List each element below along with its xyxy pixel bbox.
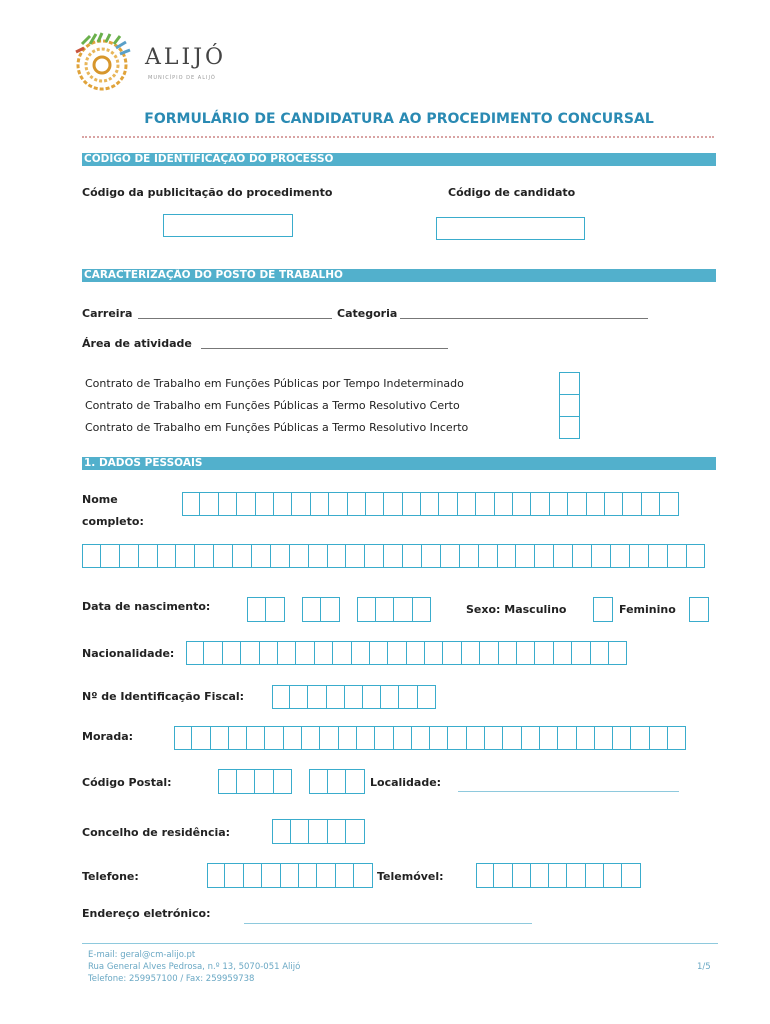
character-cell[interactable] — [467, 726, 485, 750]
character-cell[interactable] — [328, 769, 347, 794]
candidate-code-label: Código de candidato — [448, 186, 576, 199]
character-cell[interactable] — [503, 726, 521, 750]
character-cell[interactable] — [384, 492, 402, 516]
character-cell[interactable] — [623, 492, 641, 516]
character-cell[interactable] — [517, 641, 535, 665]
character-cell[interactable] — [587, 492, 605, 516]
character-cell[interactable] — [388, 641, 406, 665]
logo-name: ALIJÓ — [145, 45, 227, 70]
character-cell[interactable] — [622, 863, 640, 888]
character-cell[interactable] — [176, 544, 195, 568]
character-cell[interactable] — [302, 726, 320, 750]
tax-id-cells[interactable] — [272, 685, 436, 709]
character-cell[interactable] — [182, 492, 200, 516]
form-title: FORMULÁRIO DE CANDIDATURA AO PROCEDIMENTO CONCURSAL — [144, 111, 654, 127]
character-cell[interactable] — [476, 863, 494, 888]
phone-label: Telefone: — [82, 870, 139, 883]
publication-code-label: Código da publicitação do procedimento — [82, 186, 333, 199]
locality-input-line[interactable] — [458, 791, 679, 792]
character-cell[interactable] — [613, 726, 631, 750]
tax-id-label: Nº de Identificação Fiscal: — [82, 690, 245, 703]
character-cell[interactable] — [354, 863, 372, 888]
character-cell[interactable] — [265, 726, 283, 750]
character-cell[interactable] — [233, 544, 252, 568]
character-cell[interactable] — [550, 492, 568, 516]
character-cell[interactable] — [309, 819, 328, 844]
character-cell[interactable] — [237, 492, 255, 516]
character-cell[interactable] — [403, 492, 421, 516]
sex-female-checkbox[interactable] — [689, 597, 709, 622]
character-cell[interactable] — [592, 544, 611, 568]
character-cell[interactable] — [229, 726, 247, 750]
character-cell[interactable] — [413, 597, 432, 622]
email-label: Endereço eletrónico: — [82, 907, 211, 920]
full-name-cells-row1[interactable] — [182, 492, 679, 516]
character-cell[interactable] — [309, 544, 328, 568]
character-cell[interactable] — [299, 863, 317, 888]
character-cell[interactable] — [642, 492, 660, 516]
character-cell[interactable] — [366, 492, 384, 516]
character-cell[interactable] — [101, 544, 120, 568]
character-cell[interactable] — [281, 863, 299, 888]
character-cell[interactable] — [458, 492, 476, 516]
character-cell[interactable] — [244, 863, 262, 888]
character-cell[interactable] — [439, 492, 457, 516]
character-cell[interactable] — [320, 726, 338, 750]
character-cell[interactable] — [430, 726, 448, 750]
character-cell[interactable] — [516, 544, 535, 568]
section-heading-personal: 1. DADOS PESSOAIS — [82, 457, 716, 470]
character-cell[interactable] — [290, 685, 308, 709]
address-label: Morada: — [82, 730, 134, 743]
contract-option-label: Contrato de Trabalho em Funções Públicas a Termo Resolutivo Incerto — [85, 421, 469, 434]
character-cell[interactable] — [567, 863, 585, 888]
character-cell[interactable] — [247, 726, 265, 750]
character-cell[interactable] — [339, 726, 357, 750]
character-cell[interactable] — [272, 819, 291, 844]
sex-male-label: Sexo: Masculino — [466, 603, 567, 616]
mobile-label: Telemóvel: — [377, 870, 444, 883]
character-cell[interactable] — [399, 685, 417, 709]
character-cell[interactable] — [207, 863, 225, 888]
character-cell[interactable] — [296, 641, 314, 665]
character-cell[interactable] — [422, 544, 441, 568]
character-cell[interactable] — [272, 685, 290, 709]
character-cell[interactable] — [649, 544, 668, 568]
contract-indeterminate-checkbox[interactable] — [559, 372, 580, 395]
character-cell[interactable] — [499, 641, 517, 665]
footer-email: E-mail: geral@cm-alijo.pt — [88, 950, 196, 960]
character-cell[interactable] — [568, 492, 586, 516]
character-cell[interactable] — [328, 819, 347, 844]
character-cell[interactable] — [186, 641, 204, 665]
character-cell[interactable] — [266, 597, 285, 622]
character-cell[interactable] — [485, 726, 503, 750]
character-cell[interactable] — [460, 544, 479, 568]
character-cell[interactable] — [252, 544, 271, 568]
full-name-label: Nome — [82, 493, 118, 506]
character-cell[interactable] — [219, 492, 237, 516]
character-cell[interactable] — [443, 641, 461, 665]
character-cell[interactable] — [241, 641, 259, 665]
character-cell[interactable] — [309, 769, 328, 794]
character-cell[interactable] — [549, 863, 567, 888]
career-input-line[interactable] — [138, 318, 332, 319]
activity-area-input-line[interactable] — [201, 348, 448, 349]
birth-day-cells[interactable] — [247, 597, 285, 622]
character-cell[interactable] — [498, 544, 517, 568]
character-cell[interactable] — [336, 863, 354, 888]
character-cell[interactable] — [329, 492, 347, 516]
character-cell[interactable] — [513, 492, 531, 516]
character-cell[interactable] — [375, 726, 393, 750]
locality-label: Localidade: — [370, 776, 442, 789]
logo-emblem-icon — [72, 32, 142, 92]
character-cell[interactable] — [321, 597, 340, 622]
postal-code-label: Código Postal: — [82, 776, 172, 789]
character-cell[interactable] — [291, 819, 310, 844]
character-cell[interactable] — [357, 597, 376, 622]
character-cell[interactable] — [531, 863, 549, 888]
character-cell[interactable] — [448, 726, 466, 750]
character-cell[interactable] — [412, 726, 430, 750]
birth-month-cells[interactable] — [302, 597, 340, 622]
character-cell[interactable] — [290, 544, 309, 568]
nationality-cells[interactable] — [186, 641, 627, 665]
character-cell[interactable] — [407, 641, 425, 665]
nationality-label: Nacionalidade: — [82, 647, 175, 660]
email-input-line[interactable] — [244, 923, 532, 924]
character-cell[interactable] — [480, 641, 498, 665]
contract-uncertain-term-checkbox[interactable] — [559, 416, 580, 439]
character-cell[interactable] — [586, 863, 604, 888]
character-cell[interactable] — [315, 641, 333, 665]
section-heading-post: CARACTERIZAÇÃO DO POSTO DE TRABALHO — [82, 269, 716, 282]
character-cell[interactable] — [262, 863, 280, 888]
character-cell[interactable] — [591, 641, 609, 665]
career-label: Carreira — [82, 307, 133, 320]
character-cell[interactable] — [513, 863, 531, 888]
category-label: Categoria — [337, 307, 398, 320]
character-cell[interactable] — [311, 492, 329, 516]
character-cell[interactable] — [218, 769, 237, 794]
character-cell[interactable] — [348, 492, 366, 516]
character-cell[interactable] — [418, 685, 436, 709]
character-cell[interactable] — [394, 726, 412, 750]
character-cell[interactable] — [363, 685, 381, 709]
character-cell[interactable] — [352, 641, 370, 665]
character-cell[interactable] — [494, 863, 512, 888]
character-cell[interactable] — [522, 726, 540, 750]
contract-option-label: Contrato de Trabalho em Funções Públicas a Termo Resolutivo Certo — [85, 399, 460, 412]
character-cell[interactable] — [609, 641, 627, 665]
character-cell[interactable] — [573, 544, 592, 568]
character-cell[interactable] — [605, 492, 623, 516]
character-cell[interactable] — [630, 544, 649, 568]
character-cell[interactable] — [274, 769, 293, 794]
character-cell[interactable] — [192, 726, 210, 750]
character-cell[interactable] — [370, 641, 388, 665]
character-cell[interactable] — [174, 726, 192, 750]
character-cell[interactable] — [274, 492, 292, 516]
contract-option-label: Contrato de Trabalho em Funções Públicas por Tempo Indeterminado — [85, 377, 464, 390]
character-cell[interactable] — [120, 544, 139, 568]
activity-area-label: Área de atividade — [82, 337, 192, 350]
character-cell[interactable] — [403, 544, 422, 568]
character-cell[interactable] — [284, 726, 302, 750]
character-cell[interactable] — [327, 685, 345, 709]
character-cell[interactable] — [660, 492, 678, 516]
character-cell[interactable] — [139, 544, 158, 568]
character-cell[interactable] — [260, 641, 278, 665]
birth-year-cells[interactable] — [357, 597, 431, 622]
character-cell[interactable] — [328, 544, 347, 568]
character-cell[interactable] — [308, 685, 326, 709]
character-cell[interactable] — [650, 726, 668, 750]
character-cell[interactable] — [365, 544, 384, 568]
character-cell[interactable] — [346, 769, 365, 794]
character-cell[interactable] — [441, 544, 460, 568]
character-cell[interactable] — [394, 597, 413, 622]
character-cell[interactable] — [200, 492, 218, 516]
logo-subtitle: MUNICÍPIO DE ALIJÓ — [148, 75, 216, 81]
phone-cells[interactable] — [207, 863, 373, 888]
character-cell[interactable] — [195, 544, 214, 568]
municipality-cells[interactable] — [272, 819, 365, 844]
section-heading-process: CÓDIGO DE IDENTIFICAÇÃO DO PROCESSO — [82, 153, 716, 166]
character-cell[interactable] — [384, 544, 403, 568]
character-cell[interactable] — [292, 492, 310, 516]
character-cell[interactable] — [572, 641, 590, 665]
character-cell[interactable] — [247, 597, 266, 622]
character-cell[interactable] — [462, 641, 480, 665]
character-cell[interactable] — [211, 726, 229, 750]
character-cell[interactable] — [554, 641, 572, 665]
sex-female-label: Feminino — [619, 603, 676, 616]
candidate-code-input[interactable] — [436, 217, 585, 240]
address-cells[interactable] — [174, 726, 686, 750]
footer-phone: Telefone: 259957100 / Fax: 259959738 — [88, 974, 255, 984]
character-cell[interactable] — [256, 492, 274, 516]
contract-certain-term-checkbox[interactable] — [559, 394, 580, 417]
footer-address: Rua General Alves Pedrosa, n.º 13, 5070-051 Alijó — [88, 962, 301, 972]
character-cell[interactable] — [595, 726, 613, 750]
character-cell[interactable] — [421, 492, 439, 516]
character-cell[interactable] — [82, 544, 101, 568]
character-cell[interactable] — [668, 544, 687, 568]
character-cell[interactable] — [531, 492, 549, 516]
category-input-line[interactable] — [400, 318, 648, 319]
municipality-label: Concelho de residência: — [82, 826, 231, 839]
birth-date-label: Data de nascimento: — [82, 600, 211, 613]
mobile-cells[interactable] — [476, 863, 641, 888]
character-cell[interactable] — [381, 685, 399, 709]
character-cell[interactable] — [158, 544, 177, 568]
postal-code-suffix-cells[interactable] — [309, 769, 365, 794]
character-cell[interactable] — [376, 597, 395, 622]
character-cell[interactable] — [214, 544, 233, 568]
character-cell[interactable] — [225, 863, 243, 888]
character-cell[interactable] — [604, 863, 622, 888]
character-cell[interactable] — [278, 641, 296, 665]
character-cell[interactable] — [495, 492, 513, 516]
full-name-label-cont: completo: — [82, 515, 144, 528]
postal-code-main-cells[interactable] — [218, 769, 292, 794]
character-cell[interactable] — [577, 726, 595, 750]
character-cell[interactable] — [631, 726, 649, 750]
sex-male-checkbox[interactable] — [593, 597, 613, 622]
character-cell[interactable] — [554, 544, 573, 568]
character-cell[interactable] — [558, 726, 576, 750]
character-cell[interactable] — [345, 685, 363, 709]
character-cell[interactable] — [479, 544, 498, 568]
full-name-cells-row2[interactable] — [82, 544, 705, 568]
character-cell[interactable] — [237, 769, 256, 794]
character-cell[interactable] — [271, 544, 290, 568]
publication-code-input[interactable] — [163, 214, 293, 237]
character-cell[interactable] — [476, 492, 494, 516]
character-cell[interactable] — [611, 544, 630, 568]
character-cell[interactable] — [425, 641, 443, 665]
character-cell[interactable] — [302, 597, 321, 622]
footer-divider — [82, 943, 718, 944]
character-cell[interactable] — [346, 544, 365, 568]
character-cell[interactable] — [317, 863, 335, 888]
character-cell[interactable] — [540, 726, 558, 750]
character-cell[interactable] — [204, 641, 222, 665]
character-cell[interactable] — [255, 769, 274, 794]
title-divider — [82, 136, 714, 138]
character-cell[interactable] — [346, 819, 365, 844]
page-number: 1/5 — [697, 962, 711, 972]
character-cell[interactable] — [357, 726, 375, 750]
character-cell[interactable] — [333, 641, 351, 665]
character-cell[interactable] — [687, 544, 706, 568]
character-cell[interactable] — [535, 544, 554, 568]
character-cell[interactable] — [668, 726, 686, 750]
character-cell[interactable] — [223, 641, 241, 665]
character-cell[interactable] — [535, 641, 553, 665]
